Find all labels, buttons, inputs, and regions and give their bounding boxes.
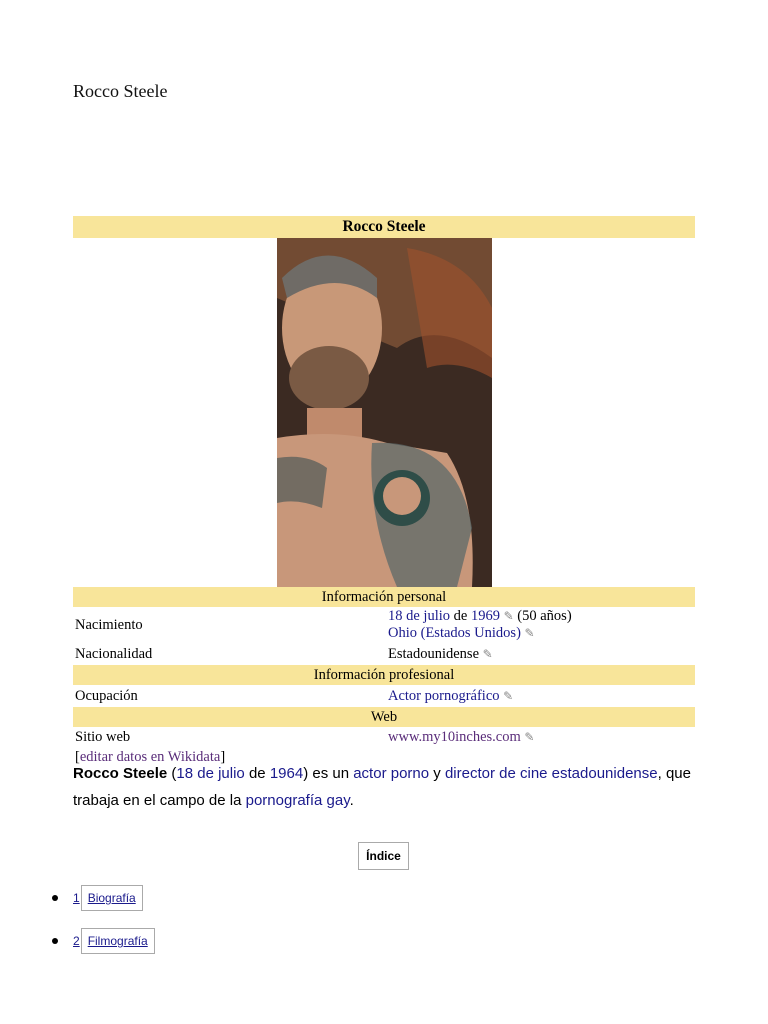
pencil-icon[interactable]: ✎ bbox=[503, 689, 514, 703]
nationality-text: Estadounidense bbox=[388, 646, 480, 662]
link-director[interactable]: director de cine estadounidense bbox=[444, 765, 658, 782]
lead-text: y bbox=[429, 765, 445, 782]
value-birth bbox=[388, 607, 695, 644]
value-occupation bbox=[388, 685, 695, 707]
lead-text: ) es un bbox=[303, 765, 354, 782]
label-nationality: Nacionalidad bbox=[75, 646, 153, 662]
infobox-title: Rocco Steele bbox=[73, 216, 695, 238]
section-personal-info: Información personal bbox=[73, 587, 695, 607]
edit-wikidata: [editar datos en Wikidata] bbox=[75, 749, 226, 765]
toc-item bbox=[52, 927, 155, 955]
link-usa[interactable]: (Estados Unidos) bbox=[420, 625, 521, 641]
pencil-icon[interactable]: ✎ bbox=[524, 626, 535, 640]
row-birth bbox=[73, 607, 695, 644]
portrait-image bbox=[277, 238, 492, 587]
value-nationality bbox=[388, 644, 695, 665]
portrait-photo[interactable] bbox=[277, 238, 492, 587]
row-website bbox=[73, 727, 695, 747]
infobox bbox=[73, 216, 695, 767]
link-birth-date[interactable]: 18 de julio bbox=[388, 608, 451, 624]
row-occupation bbox=[73, 685, 695, 707]
lead-paragraph bbox=[73, 760, 703, 814]
toc-item-number[interactable]: 1 bbox=[73, 891, 80, 905]
pencil-icon[interactable]: ✎ bbox=[503, 609, 514, 623]
link-website[interactable]: www.my10inches.com bbox=[388, 729, 521, 745]
value-website bbox=[388, 727, 695, 747]
lead-text: ( bbox=[167, 765, 177, 782]
lead-text: de bbox=[244, 765, 270, 782]
bullet-icon bbox=[52, 895, 58, 901]
toc-title-button[interactable]: Índice bbox=[358, 842, 409, 870]
label-website: Sitio web bbox=[75, 729, 131, 745]
link-actor-porno[interactable]: actor porno bbox=[353, 765, 430, 782]
pencil-icon[interactable]: ✎ bbox=[524, 730, 535, 744]
link-ohio[interactable]: Ohio bbox=[388, 625, 417, 641]
infobox-photo-container bbox=[73, 238, 695, 587]
pencil-icon[interactable]: ✎ bbox=[482, 647, 493, 661]
toc-item-number[interactable]: 2 bbox=[73, 934, 80, 948]
lead-text: , que trabaja en el campo de la bbox=[73, 765, 691, 809]
lead-name: Rocco Steele bbox=[73, 765, 168, 782]
section-web: Web bbox=[73, 707, 695, 727]
birth-age: (50 años) bbox=[517, 608, 572, 624]
toc-link-biografia[interactable]: Biografía bbox=[81, 885, 143, 911]
label-occupation: Ocupación bbox=[75, 688, 138, 704]
link-lead-year[interactable]: 1964 bbox=[269, 765, 304, 782]
page-title: Rocco Steele bbox=[73, 81, 168, 101]
toc-list bbox=[52, 884, 155, 970]
toc-link-filmografia[interactable]: Filmografía bbox=[81, 928, 155, 954]
link-lead-date[interactable]: 18 de julio bbox=[176, 765, 245, 782]
toc-item bbox=[52, 884, 155, 912]
label-birth: Nacimiento bbox=[75, 617, 143, 633]
text-de: de bbox=[450, 608, 471, 624]
link-pornografia-gay[interactable]: pornografía gay bbox=[245, 792, 350, 809]
row-nationality bbox=[73, 644, 695, 665]
link-edit-wikidata[interactable]: editar datos en Wikidata bbox=[79, 749, 221, 765]
bullet-icon bbox=[52, 938, 58, 944]
section-professional-info: Información profesional bbox=[73, 665, 695, 685]
link-occupation[interactable]: Actor pornográfico bbox=[388, 688, 500, 704]
link-birth-year[interactable]: 1969 bbox=[470, 608, 500, 624]
lead-text: . bbox=[349, 792, 354, 809]
